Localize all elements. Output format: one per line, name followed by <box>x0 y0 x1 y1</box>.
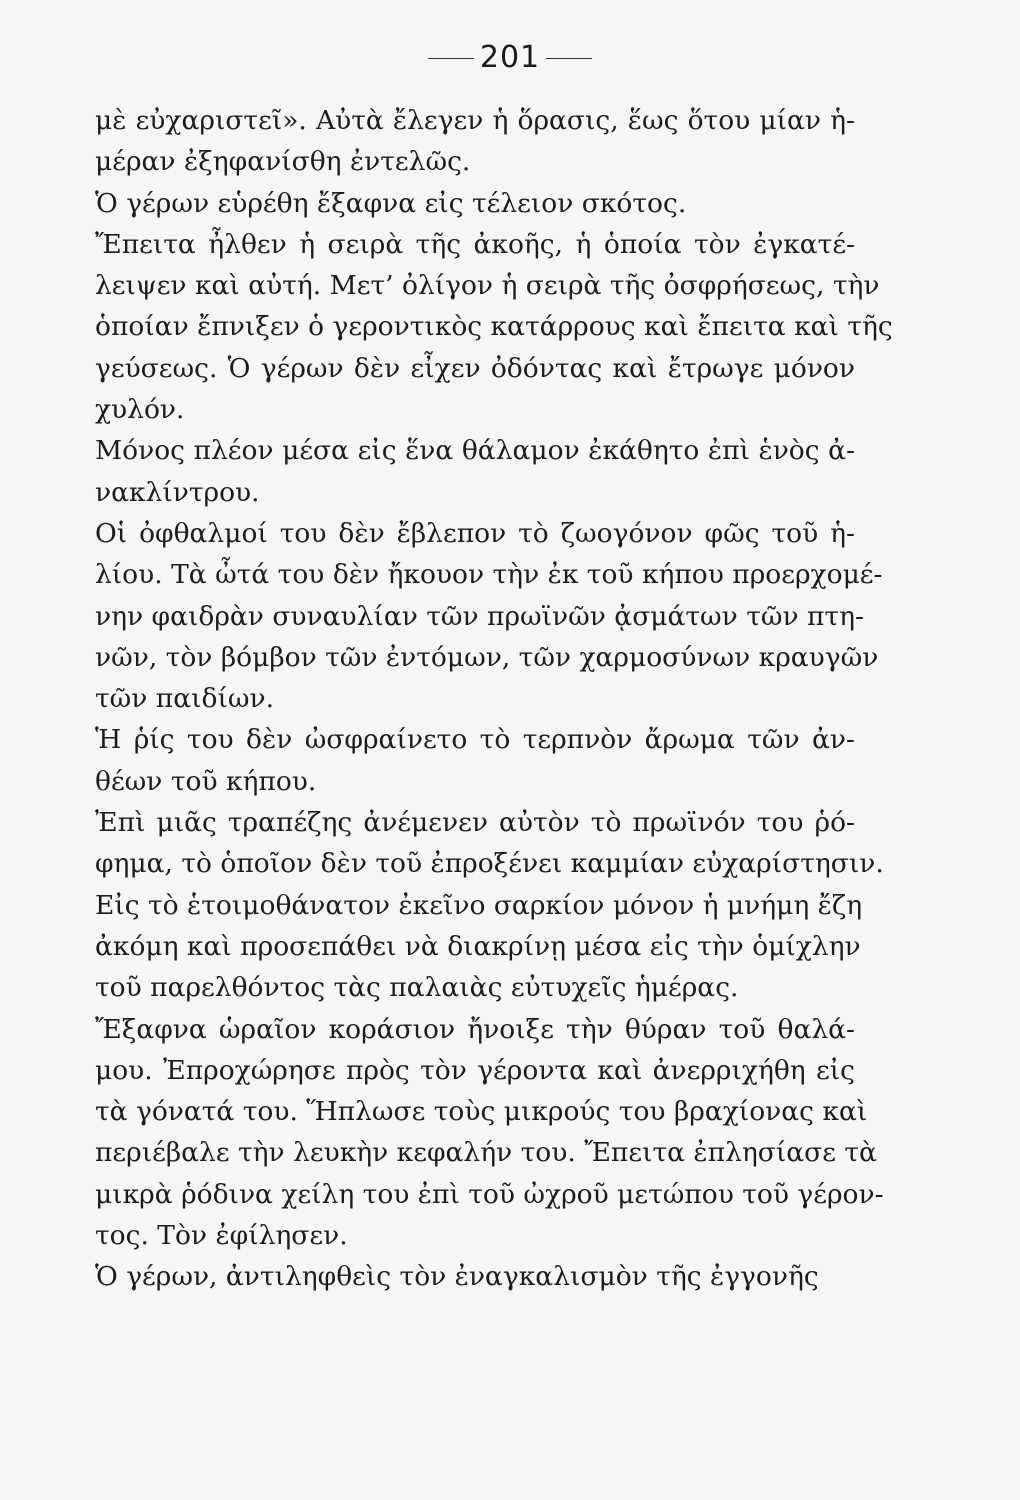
text-line: Ὁ γέρων εὑρέθη ἔξαφνα εἰς τέλειον σκότος. <box>95 187 687 219</box>
text-line: τὰ γόνατά του. Ἥπλωσε τοὺς μικρούς του βραχίονας καὶ <box>95 1096 868 1128</box>
text-line: Ὁ γέρων, ἀντιληφθεὶς τὸν ἐναγκαλισμὸν τῆς ἐγγονῆς <box>95 1261 819 1293</box>
header-dash-right <box>546 58 592 59</box>
paragraph <box>95 513 883 719</box>
text-line: Οἱ ὀφθαλμοί του δὲν ἔβλεπον τὸ ζωογόνον φῶς τοῦ ἡ- <box>95 517 855 549</box>
text-line: Ἔξαφνα ὡραῖον κοράσιον ἤνοιξε τὴν θύραν τοῦ θαλά- <box>95 1013 855 1045</box>
page-number-header <box>0 40 1020 75</box>
text-line: Ἔπειτα ἦλθεν ἡ σειρὰ τῆς ἀκοῆς, ἡ ὁποία τὸν ἐγκατέ- <box>95 228 855 260</box>
paragraph <box>95 183 855 224</box>
text-line: νακλίντρου. <box>95 476 260 508</box>
paragraph <box>95 430 855 513</box>
paragraph <box>95 100 855 183</box>
text-line: τος. Τὸν ἐφίλησεν. <box>95 1220 348 1252</box>
text-line: χυλόν. <box>95 394 185 426</box>
text-line: Μόνος πλέον μέσα εἰς ἕνα θάλαμον ἐκάθητο ἐπὶ ἑνὸς ἀ- <box>95 435 855 467</box>
text-line: τοῦ παρελθόντος τὰς παλαιὰς εὐτυχεῖς ἡμέρας. <box>95 972 739 1004</box>
paragraph <box>95 719 855 802</box>
header-dash-left <box>428 58 474 59</box>
text-line: Ἐπὶ μιᾶς τραπέζης ἀνέμενεν αὐτὸν τὸ πρωϊνόν του ῥό- <box>95 807 855 839</box>
paragraph <box>95 1009 884 1257</box>
text-line: νῶν, τὸν βόμβον τῶν ἐντόμων, τῶν χαρμοσύνων κραυγῶν <box>95 641 879 673</box>
text-line: γεύσεως. Ὁ γέρων δὲν εἶχεν ὀδόντας καὶ ἔτρωγε μόνον <box>95 352 855 384</box>
text-line: μέραν ἐξηφανίσθη ἐντελῶς. <box>95 146 471 178</box>
body-text <box>95 100 893 1298</box>
paragraph <box>95 885 863 1009</box>
paragraph <box>95 1256 855 1297</box>
text-line: νην φαιδρὰν συναυλίαν τῶν πρωϊνῶν ᾀσμάτων τῶν πτη- <box>95 600 864 632</box>
page-number: 201 <box>479 40 541 75</box>
text-line: φημα, τὸ ὁποῖον δὲν τοῦ ἐπροξένει καμμίαν εὐχαρίστησιν. <box>95 848 884 880</box>
text-line: μὲ εὐχαριστεῖ». Αὐτὰ ἔλεγεν ἡ ὅρασις, ἕως ὅτου μίαν ἡ- <box>95 105 855 136</box>
text-line: περιέβαλε τὴν λευκὴν κεφαλήν του. Ἔπειτα ἐπλησίασε τὰ <box>95 1137 877 1169</box>
text-line: τῶν παιδίων. <box>95 683 274 715</box>
paragraph <box>95 802 884 885</box>
text-line: ἀκόμη καὶ προσεπάθει νὰ διακρίνῃ μέσα εἰς τὴν ὁμίχλην <box>95 930 861 962</box>
text-line: λειψεν καὶ αὐτή. Μετ’ ὀλίγον ἡ σειρὰ τῆς ὀσφρήσεως, τὴν <box>95 270 880 302</box>
paragraph <box>95 224 893 430</box>
text-line: μου. Ἐπροχώρησε πρὸς τὸν γέροντα καὶ ἀνερριχήθη εἰς <box>95 1054 855 1086</box>
text-line: ὁποίαν ἔπνιξεν ὁ γεροντικὸς κατάρρους καὶ ἔπειτα καὶ τῆς <box>95 311 893 343</box>
text-line: θέων τοῦ κήπου. <box>95 765 317 797</box>
text-line: Εἰς τὸ ἑτοιμοθάνατον ἐκεῖνο σαρκίον μόνον ἡ μνήμη ἔζη <box>95 889 863 921</box>
text-line: Ἡ ῥίς του δὲν ὠσφραίνετο τὸ τερπνὸν ἄρωμα τῶν ἀν- <box>95 724 855 756</box>
text-line: λίου. Τὰ ὦτά του δὲν ἤκουον τὴν ἐκ τοῦ κήπου προερχομέ- <box>95 559 883 591</box>
text-line: μικρὰ ῥόδινα χείλη του ἐπὶ τοῦ ὠχροῦ μετώπου τοῦ γέρον- <box>95 1178 884 1210</box>
